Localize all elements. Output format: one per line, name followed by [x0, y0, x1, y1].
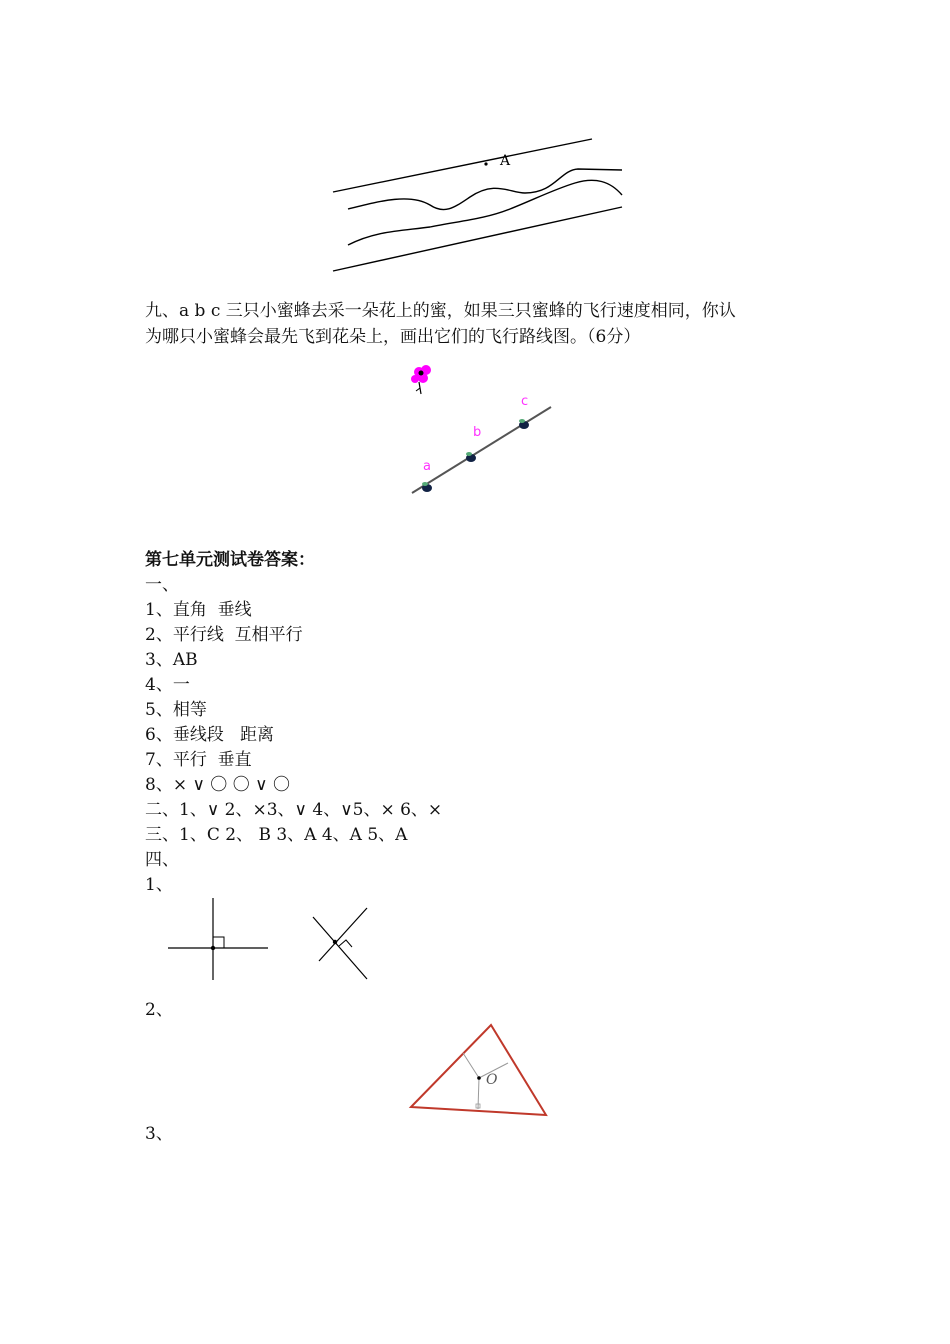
answer-item: 4、一 [145, 675, 190, 695]
perpendicular-figure-1 [165, 895, 275, 985]
triangle-figure [405, 1020, 555, 1120]
bee-c-label: c [521, 394, 529, 409]
answer-item: 三、1、C 2、 B 3、A 4、A 5、A [145, 825, 408, 845]
answer-item-3: 3、 [145, 1124, 173, 1144]
perpendicular-figure-2 [305, 905, 380, 985]
answer-item: 二、1、∨ 2、×3、∨ 4、∨5、× 6、× [145, 800, 443, 820]
point-a-dot [484, 162, 487, 165]
flower-icon [411, 365, 431, 394]
answer-item: 6、垂线段 距离 [145, 725, 275, 745]
bee-a-label: a [423, 459, 431, 474]
answer-item: 3、AB [145, 650, 198, 670]
question-9-line-2: 为哪只小蜜蜂会最先飞到花朵上，画出它们的飞行路线图。（6分） [145, 327, 641, 347]
answer-key-title: 第七单元测试卷答案： [145, 550, 315, 570]
answer-item: 1、 [145, 875, 173, 895]
bee-b-label: b [473, 425, 482, 440]
bees-figure [405, 360, 565, 500]
bee-line [412, 407, 551, 493]
answer-item: 7、平行 垂直 [145, 750, 252, 770]
point-a-label: A [500, 153, 511, 169]
triangle-center-label: O [486, 1072, 498, 1088]
question-9-line-1: 九、a b c 三只小蜜蜂去采一朵花上的蜜，如果三只蜜蜂的飞行速度相同，你认 [145, 301, 736, 321]
answer-item: 1、直角 垂线 [145, 600, 252, 620]
bee-a-icon [422, 482, 432, 492]
answer-item: 5、相等 [145, 700, 207, 720]
lower-bank-line [333, 207, 622, 271]
answer-section-1: 一、 [145, 575, 179, 595]
answer-section-4: 四、 [145, 850, 179, 870]
upper-river-curve [348, 169, 622, 210]
answer-item-2: 2、 [145, 1000, 173, 1020]
river-figure [330, 135, 630, 280]
answer-item: 2、平行线 互相平行 [145, 625, 303, 645]
answer-item: 8、× ∨ 〇 〇 ∨ 〇 [145, 775, 290, 795]
